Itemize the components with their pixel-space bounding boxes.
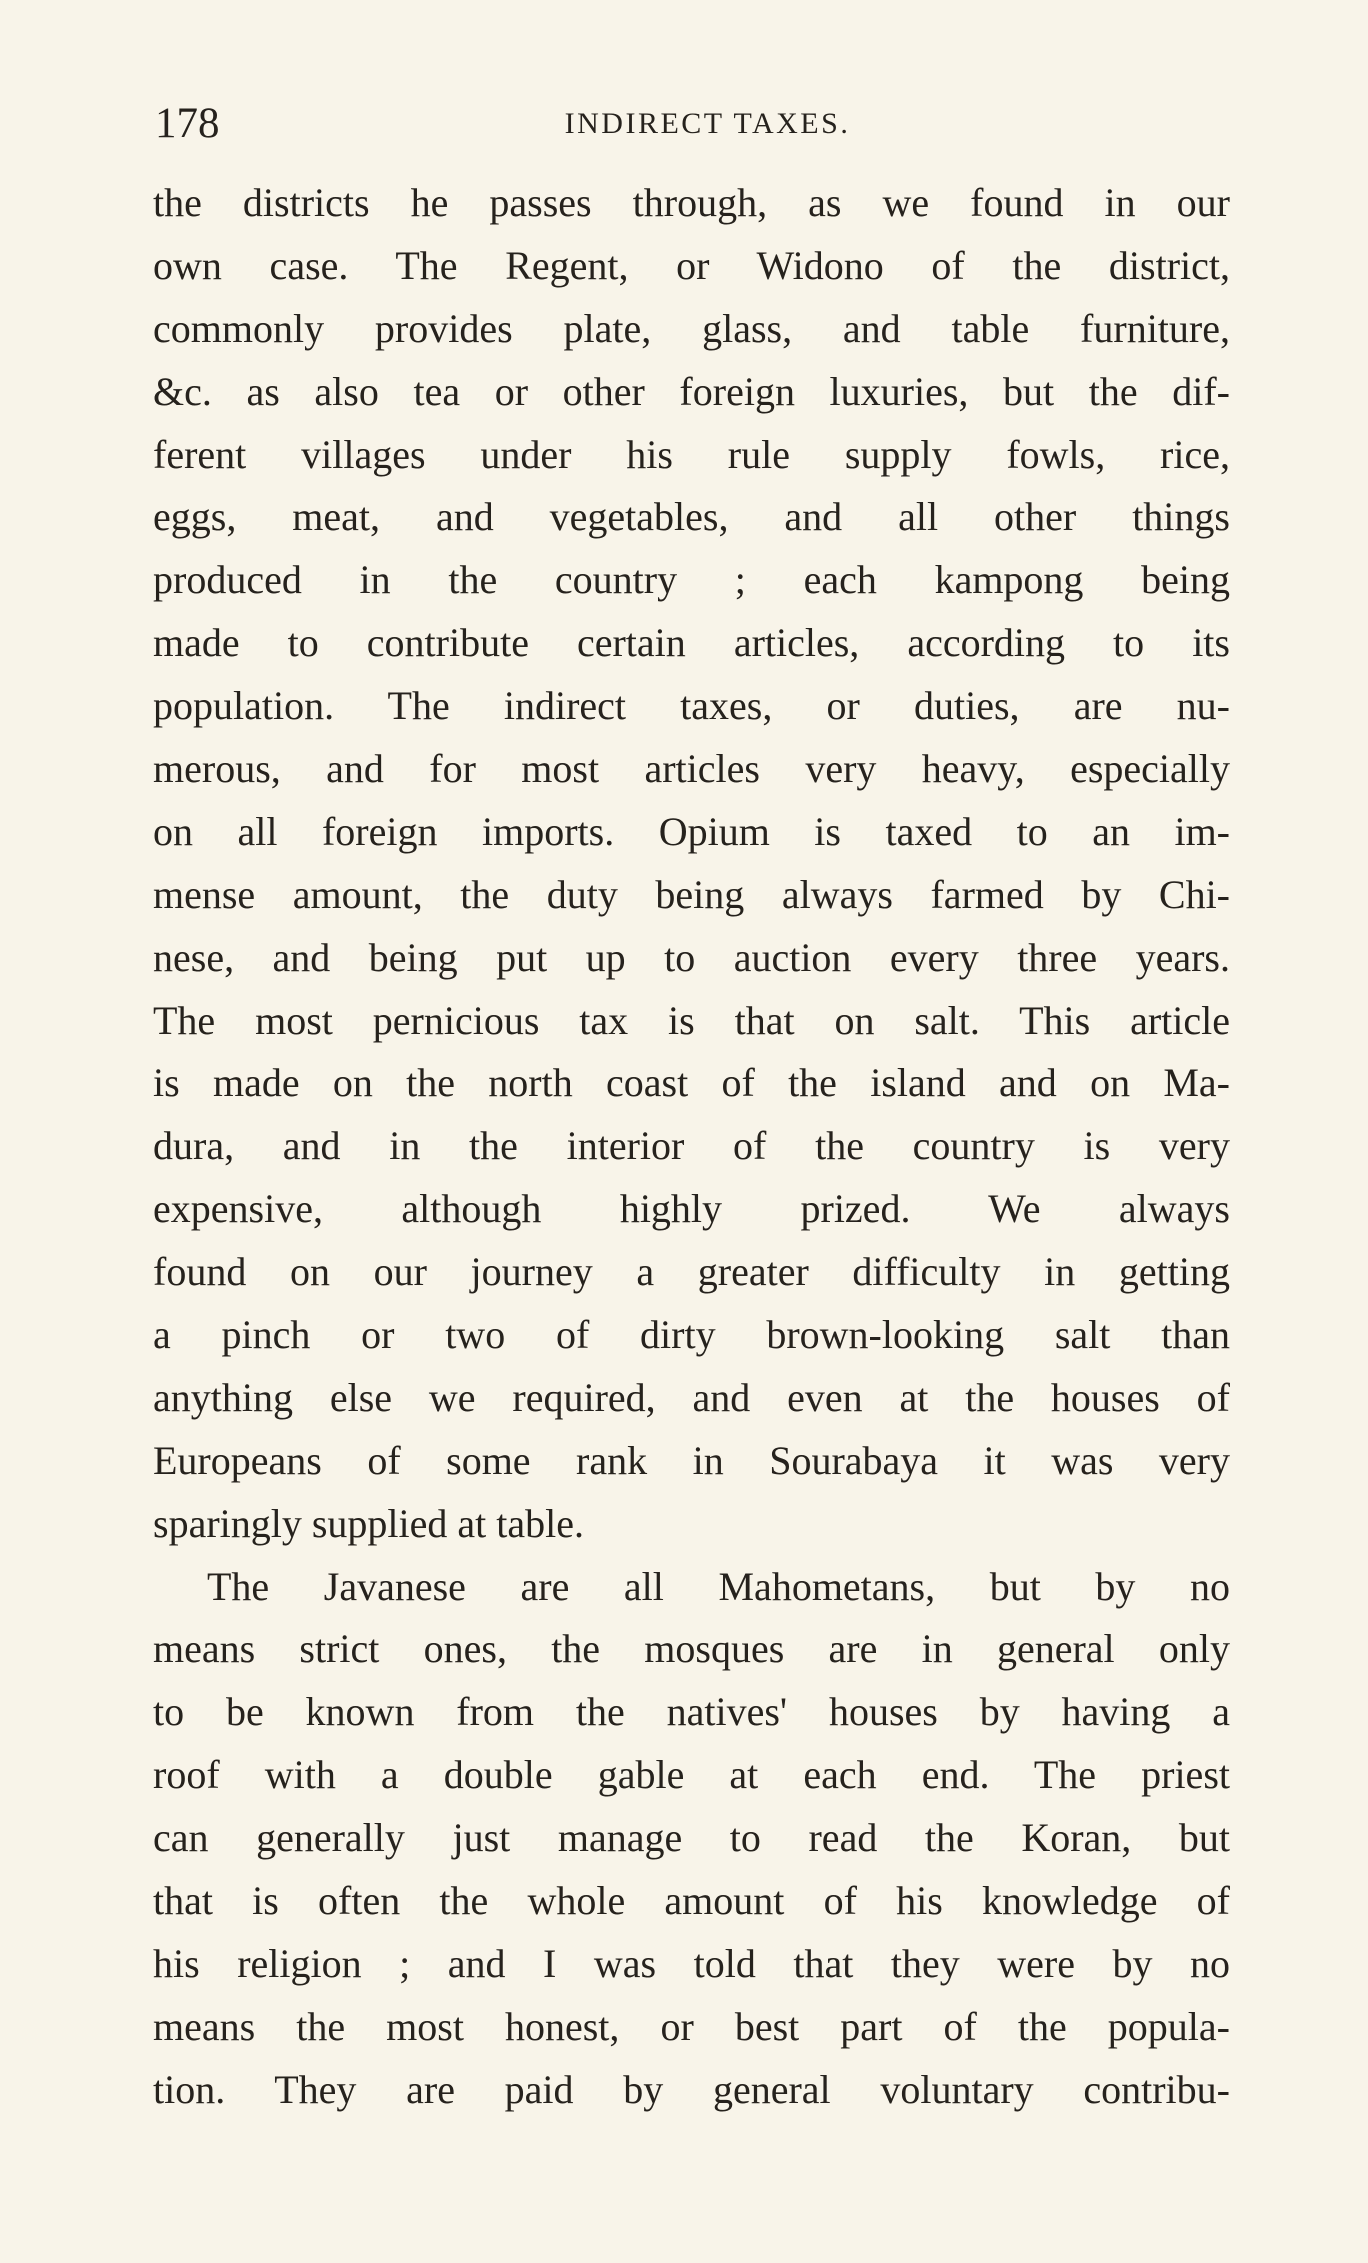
running-head: INDIRECT TAXES. <box>564 107 851 140</box>
text-line: anything else we required, and even at the houses of <box>153 1374 1230 1420</box>
page-number: 178 <box>155 100 220 147</box>
text-line: ferent villages under his rule supply fowls, rice, <box>153 431 1230 477</box>
text-line: tion. They are paid by general voluntary contribu- <box>153 2066 1230 2112</box>
text-line: to be known from the natives' houses by having a <box>153 1689 1230 1735</box>
text-line: his religion ; and I was told that they were by no <box>153 1940 1230 1986</box>
text-line: produced in the country ; each kampong being <box>153 557 1230 603</box>
text-line: found on our journey a greater difficulty in getting <box>153 1249 1230 1295</box>
text-line: &c. as also tea or other foreign luxuries, but the dif- <box>153 368 1230 414</box>
text-line: commonly provides plate, glass, and table furniture, <box>153 305 1230 351</box>
body-text <box>153 172 1230 2122</box>
text-line: made to contribute certain articles, according to its <box>153 620 1230 666</box>
text-line: The most pernicious tax is that on salt. This article <box>153 997 1230 1043</box>
paragraph-start-line: The Javanese are all Mahometans, but by no <box>207 1563 1230 1609</box>
text-line: dura, and in the interior of the country is very <box>153 1123 1230 1169</box>
text-line: roof with a double gable at each end. The priest <box>153 1752 1230 1798</box>
text-line: can generally just manage to read the Koran, but <box>153 1815 1230 1861</box>
text-line: on all foreign imports. Opium is taxed to an im- <box>153 808 1230 854</box>
text-line: eggs, meat, and vegetables, and all other things <box>153 494 1230 540</box>
paragraph-end-line: sparingly supplied at table. <box>153 1500 585 1546</box>
text-line: Europeans of some rank in Sourabaya it was very <box>153 1437 1230 1483</box>
text-line: the districts he passes through, as we found in our <box>153 180 1230 225</box>
text-line: nese, and being put up to auction every three years. <box>153 934 1230 980</box>
text-line: own case. The Regent, or Widono of the district, <box>153 242 1230 288</box>
text-line: population. The indirect taxes, or duties, are nu- <box>153 683 1230 729</box>
text-line: merous, and for most articles very heavy, especially <box>153 746 1230 792</box>
text-line: mense amount, the duty being always farmed by Chi- <box>153 871 1230 917</box>
text-line: a pinch or two of dirty brown-looking salt than <box>153 1312 1230 1358</box>
text-line: means strict ones, the mosques are in general only <box>153 1626 1230 1672</box>
text-line: is made on the north coast of the island and on Ma- <box>153 1060 1230 1106</box>
text-line: means the most honest, or best part of the popula- <box>153 2003 1230 2049</box>
text-line: expensive, although highly prized. We always <box>153 1186 1230 1232</box>
text-line: that is often the whole amount of his knowledge of <box>153 1878 1230 1924</box>
page-header <box>155 94 1230 154</box>
